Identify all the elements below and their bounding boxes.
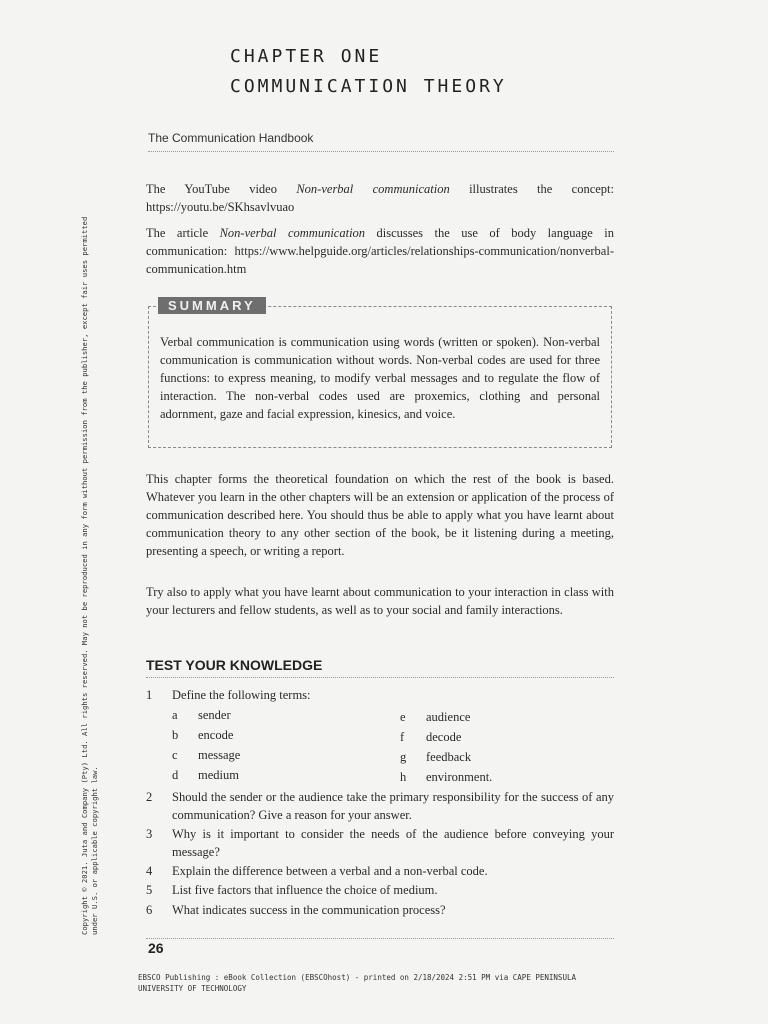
question-text: List five factors that influence the choice of medium. [172,883,438,897]
footer-rule [146,938,614,939]
handwritten-chapter-label: CHAPTER ONE [230,46,383,67]
question-number: 4 [146,864,153,878]
question-text: Define the following terms: [172,688,311,702]
term-text: audience [426,710,471,724]
term-text: encode [198,728,234,742]
question-number: 3 [146,827,153,841]
term-item [172,726,233,744]
side-copyright-line-1: Copyright © 2021. Juta and Company (Pty) Ltd. All rights reserved. May not be reproduced in any form without permission from the publisher, except fair uses permitted [80,216,89,935]
test-your-knowledge-title: TEST YOUR KNOWLEDGE [146,657,614,678]
handwritten-chapter-title: COMMUNICATION THEORY [230,76,507,97]
question-text: Should the sender or the audience take the primary responsibility for the success of any communication? Give a reason for your answer. [172,790,614,822]
term-letter: e [400,710,406,724]
page-number: 26 [148,940,164,956]
question-text: Explain the difference between a verbal and a non-verbal code. [172,864,488,878]
term-item [172,706,231,724]
p2-post: discusses the use of body language in communication: https://www.helpguide.org/articles/relationships-communication/nonverbal-communication.htm [146,226,614,276]
p1-pre: The YouTube video [146,182,297,196]
summary-text: Verbal communication is communication using words (written or spoken). Non-verbal communication is communication without words. Non-verbal codes are used for three functions: to express meaning, to modify verbal messages and to regulate the flow of interaction. The non-verbal codes used are proxemics, clothing and personal adornment, gaze and facial expression, kinesics, and voice. [160,335,600,421]
term-item [172,746,240,764]
term-item [400,728,461,746]
intro-paragraph-article [146,224,614,278]
term-letter: h [400,770,407,784]
question-text: Why is it important to consider the needs of the audience before conveying your message? [172,827,614,859]
question-number: 1 [146,688,153,702]
term-text: decode [426,730,462,744]
ebsco-line-2: UNIVERSITY OF TECHNOLOGY [138,984,247,993]
summary-label: SUMMARY [158,297,266,314]
question-number: 6 [146,903,153,917]
term-letter: f [400,730,405,744]
ebsco-print-notice [138,972,638,994]
side-copyright-line-2: under U.S. or applicable copyright law. [90,766,99,935]
p2-pre: The article [146,226,220,240]
question-number: 2 [146,790,153,804]
p1-title: Non-verbal communication [296,182,450,196]
question-number: 5 [146,883,153,897]
side-copyright-notice [80,175,100,935]
term-letter: d [172,768,179,782]
term-text: environment. [426,770,493,784]
term-item [400,748,471,766]
p1-post: illustrates the concept: https://youtu.be/SKhsavlvuao [146,182,615,214]
term-item [400,708,470,726]
term-item [172,766,239,784]
term-item [400,768,492,786]
term-letter: c [172,748,178,762]
p2-title: Non-verbal communication [219,226,366,240]
term-letter: a [172,708,178,722]
term-text: medium [198,768,239,782]
intro-paragraph-video [146,180,614,216]
question-text: What indicates success in the communication process? [172,903,446,917]
term-letter: g [400,750,407,764]
body-paragraph-foundation: This chapter forms the theoretical foundation on which the rest of the book is based. Whatever you learn in the other chapters will be an extension or application of the process of communication described here. You should thus be able to apply what you have learnt about communication theory to any other section of the book, be it listening during a meeting, presenting a speech, or writing a report. [146,472,614,558]
term-text: sender [198,708,231,722]
term-text: message [198,748,241,762]
term-text: feedback [426,750,472,764]
running-header: The Communication Handbook [148,131,614,152]
body-paragraph-apply: Try also to apply what you have learnt about communication to your interaction in class with your lecturers and fellow students, as well as to your social and family interactions. [146,585,614,617]
ebsco-line-1: EBSCO Publishing : eBook Collection (EBSCOhost) - printed on 2/18/2024 2:51 PM via CAPE PENINSULA [138,973,576,982]
term-letter: b [172,728,179,742]
